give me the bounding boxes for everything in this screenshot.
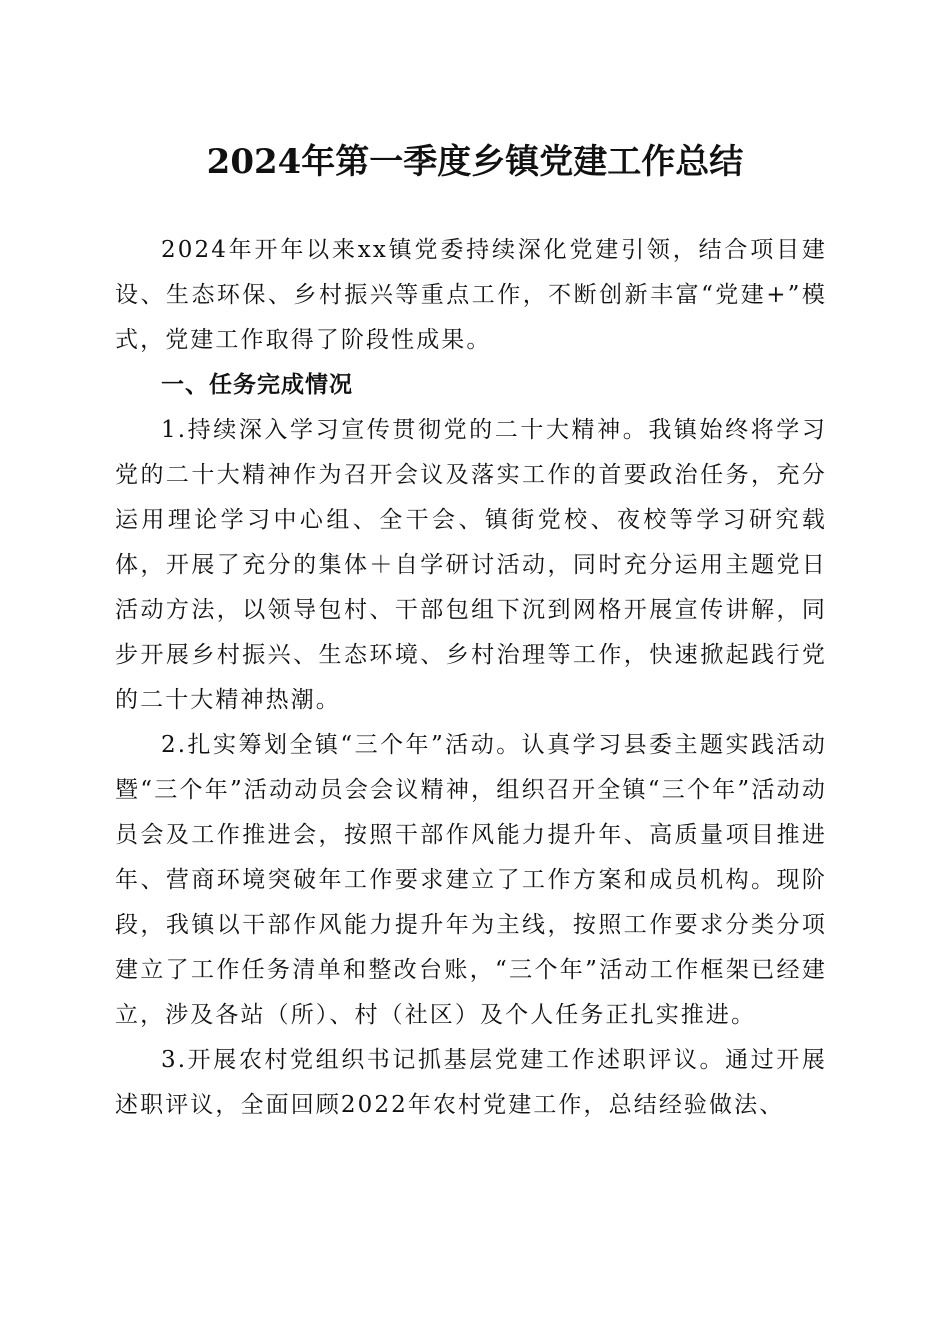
document-body (115, 228, 827, 1128)
item-paragraph-1: 1.持续深入学习宣传贯彻党的二十大精神。我镇始终将学习党的二十大精神作为召开会议及落实工作的首要政治任务，充分运用理论学习中心组、全干会、镇街党校、夜校等学习研究载体，开展了充分的集体＋自学研讨活动，同时充分运用主题党日活动方法，以领导包村、干部包组下沉到网格开展宣传讲解，同步开展乡村振兴、生态环境、乡村治理等工作，快速掀起践行党的二十大精神热潮。 (115, 417, 827, 713)
item-paragraph-3: 3.开展农村党组织书记抓基层党建工作述职评议。通过开展述职评议，全面回顾2022年农村党建工作，总结经验做法、 (115, 1047, 827, 1118)
section-heading: 一、任务完成情况 (161, 372, 353, 398)
item-paragraph-2: 2.扎实筹划全镇“三个年”活动。认真学习县委主题实践活动暨“三个年”活动动员会会议精神，组织召开全镇“三个年”活动动员会及工作推进会，按照干部作风能力提升年、高质量项目推进年、营商环境突破年工作要求建立了工作方案和成员机构。现阶段，我镇以干部作风能力提升年为主线，按照工作要求分类分项建立了工作任务清单和整改台账，“三个年”活动工作框架已经建立，涉及各站（所）、村（社区）及个人任务正扎实推进。 (115, 732, 827, 1028)
intro-paragraph: 2024年开年以来xx镇党委持续深化党建引领，结合项目建设、生态环保、乡村振兴等重点工作，不断创新丰富“党建+”模式，党建工作取得了阶段性成果。 (115, 237, 827, 353)
document-title: 2024年第一季度乡镇党建工作总结 (206, 142, 744, 182)
